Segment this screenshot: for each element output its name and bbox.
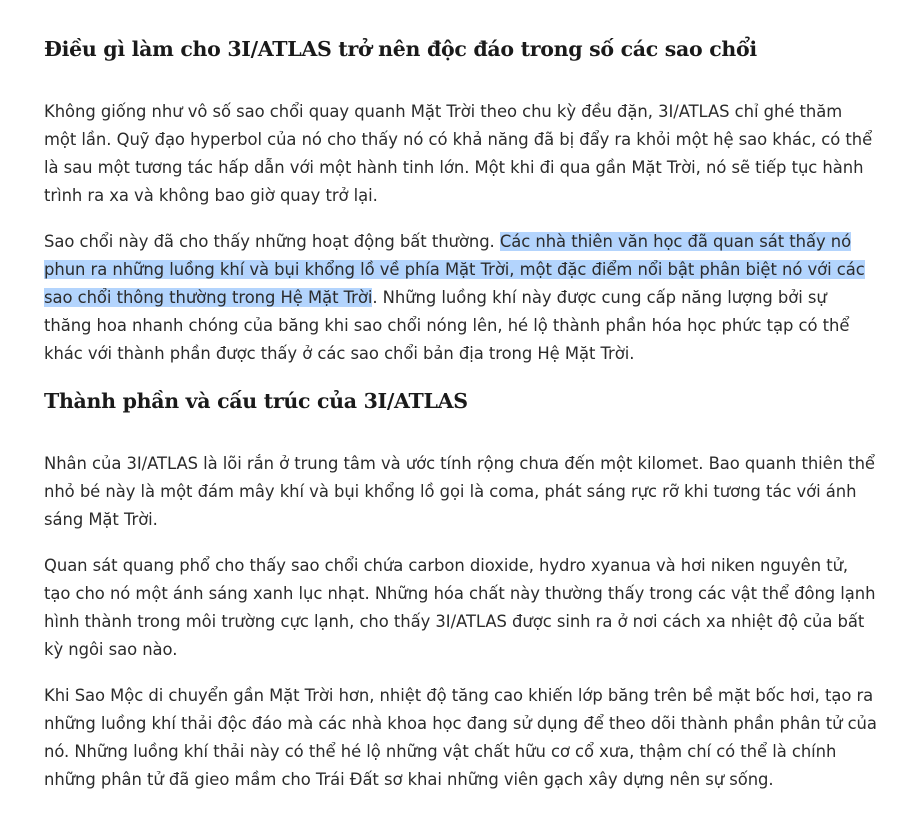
section-heading-unique: Điều gì làm cho 3I/ATLAS trở nên độc đáo trong số các sao chổi — [44, 37, 757, 61]
paragraph-activity-text-before: Sao chổi này đã cho thấy những hoạt động bất thường. — [44, 232, 500, 251]
paragraph-activity-text-after: . Những luồng khí này được cung cấp năng lượng bởi sự thăng hoa nhanh chóng của băng khi sao chổi nóng lên, hé lộ thành phần hóa học phức tạp có thể khác với thành phần được thấy ở các sao chổi bản địa trong Hệ Mặt Trời. — [44, 288, 850, 363]
paragraph-outgassing[interactable]: Khi Sao Mộc di chuyển gần Mặt Trời hơn, nhiệt độ tăng cao khiến lớp băng trên bề mặt bốc hơi, tạo ra những luồng khí thải độc đáo mà các nhà khoa học đang sử dụng để theo dõi thành phần phân tử của nó. Những luồng khí thải này có thể hé lộ những vật chất hữu cơ cổ xưa, thậm chí có thể là chính những phân tử đã gieo mầm cho Trái Đất sơ khai những viên gạch xây dựng nên sự sống. — [44, 686, 877, 789]
section-heading-composition: Thành phần và cấu trúc của 3I/ATLAS — [44, 389, 468, 413]
selected-text-highlight[interactable]: Các nhà thiên văn học đã quan sát thấy nó phun ra những luồng khí và bụi khổng lồ về phía Mặt Trời, một đặc điểm nổi bật phân biệt nó với các sao chổi thông thường trong Hệ Mặt Trời — [44, 232, 865, 307]
paragraph-activity[interactable] — [44, 228, 879, 368]
paragraph-nucleus[interactable]: Nhân của 3I/ATLAS là lõi rắn ở trung tâm và ước tính rộng chưa đến một kilomet. Bao quanh thiên thể nhỏ bé này là một đám mây khí và bụi khổng lồ gọi là coma, phát sáng rực rỡ khi tương tác với ánh sáng Mặt Trời. — [44, 454, 875, 529]
paragraph-spectroscopy[interactable]: Quan sát quang phổ cho thấy sao chổi chứa carbon dioxide, hydro xyanua và hơi niken nguyên tử, tạo cho nó một ánh sáng xanh lục nhạt. Những hóa chất này thường thấy trong các vật thể đông lạnh hình thành trong môi trường cực lạnh, cho thấy 3I/ATLAS được sinh ra ở nơi cách xa nhiệt độ của bất kỳ ngôi sao nào. — [44, 556, 876, 659]
paragraph-orbit[interactable]: Không giống như vô số sao chổi quay quanh Mặt Trời theo chu kỳ đều đặn, 3I/ATLAS chỉ ghé thăm một lần. Quỹ đạo hyperbol của nó cho thấy nó có khả năng đã bị đẩy ra khỏi một hệ sao khác, có thể là sau một tương tác hấp dẫn với một hành tinh lớn. Một khi đi qua gần Mặt Trời, nó sẽ tiếp tục hành trình ra xa và không bao giờ quay trở lại. — [44, 102, 873, 205]
